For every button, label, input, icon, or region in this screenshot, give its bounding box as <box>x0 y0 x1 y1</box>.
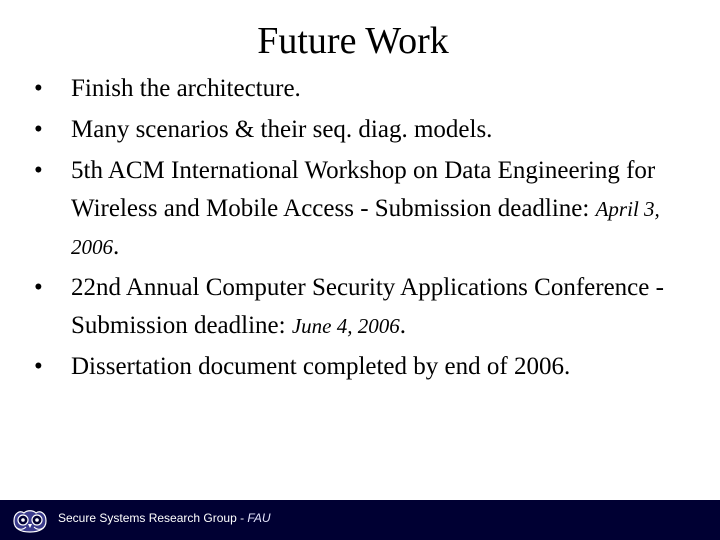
deadline-date: June 4, 2006 <box>291 314 400 338</box>
footer-caption <box>58 510 271 526</box>
bullet-item-4 <box>34 269 704 345</box>
deadline-date: April 3, 2006 <box>71 197 660 259</box>
bullet-marker: • <box>34 75 43 102</box>
footer-group-name: Secure Systems Research Group <box>58 511 237 525</box>
bullet-text: 5th ACM International Workshop on Data Engineering for Wireless and Mobile Access - Submission deadline: <box>71 157 656 222</box>
bullet-text: 22nd Annual Computer Security Applications Conference - Submission deadline: <box>71 274 664 339</box>
slide-title: Future Work <box>257 20 449 62</box>
bullet-item-3 <box>34 152 704 266</box>
bullet-text: Many scenarios & their seq. diag. models. <box>71 116 493 143</box>
bullet-text: Dissertation document completed by end of 2006. <box>71 353 571 380</box>
bullet-suffix: . <box>399 312 406 339</box>
bullet-item-1 <box>34 70 704 108</box>
bullet-marker: • <box>34 274 43 301</box>
bullet-item-5 <box>34 348 704 386</box>
bullet-item-2 <box>34 111 704 149</box>
bullet-suffix: . <box>113 233 120 260</box>
bullet-marker: • <box>34 353 43 380</box>
owl-logo-icon <box>10 507 50 535</box>
footer-separator: - <box>236 511 248 525</box>
bullet-list <box>34 70 704 386</box>
bullet-marker: • <box>34 157 43 184</box>
bullet-marker: • <box>34 116 43 143</box>
footer-organization: FAU <box>247 511 271 525</box>
bullet-text: Finish the architecture. <box>71 75 301 102</box>
